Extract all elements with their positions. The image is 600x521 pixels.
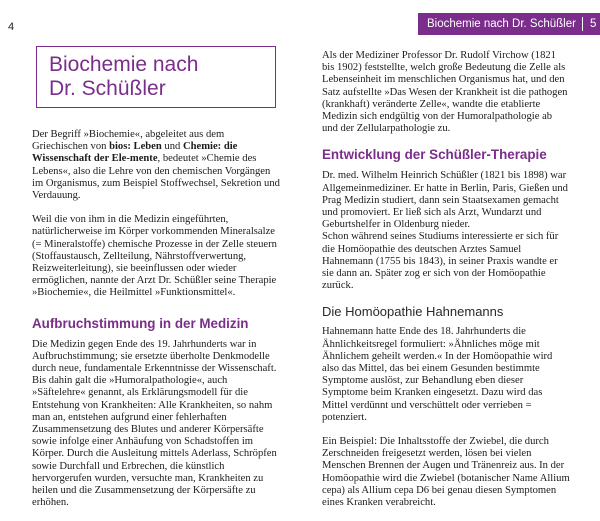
intro-paragraph: Der Begriff »Biochemie«, abgeleitet aus dem Griechischen von bios: Leben und Chemie: die Wissenschaft der Ele-mente, bedeutet »Chemie des Lebens«, also die Lehre von den chemischen Vorgängen im Organismus, zum Beispiel Stoffwechsel, Sekretion und Verdauung.: [32, 129, 280, 202]
mineral-salts-paragraph: Weil die von ihm in die Medizin eingeführten, natürlicherweise im Körper vorkommenden Mineralsalze (= Mineralstoffe) chemische Prozesse in der Zelle steuern (Stoffaustausch, Zellteilung, Nährstoffverwertung, Reizweiterleitung), sie beeinflussen oder wieder ermöglichen, nannte der Arzt Dr. Schüßler seine Therapie »Biochemie«, die Heilmittel »Funktionsmittel«.: [32, 214, 277, 299]
right-page-number: 5: [589, 18, 597, 30]
running-header: [418, 13, 600, 35]
virchow-paragraph: Als der Mediziner Professor Dr. Rudolf Virchow (1821 bis 1902) feststellte, welch große Bedeutung die Zelle als Lebenseinheit im menschlichen Organismus hat, und den Satz aufstellte »Das Wesen der Krankheit ist die pathogen (krankhaft) veränderte Zelle«, wandte die etablierte Medizin sich endgültig von der Humoralpathologie ab und der Zellularpathologie zu.: [322, 50, 568, 135]
aufbruch-paragraph: Die Medizin gegen Ende des 19. Jahrhunderts war in Aufbruchstimmung; sie ersetzte überholte Denkmodelle durch neue, fundamentale Erkenntnisse der Wissenschaft. Bis dahin galt die »Humoralpathologie«, auch »Säftelehre« genannt, als Erklärungsmodell für die Entstehung von Krankheiten: Alle Krankheiten, so nahm man an, entstehen aufgrund einer fehlerhaften Zusammensetzung des Blutes und anderer Körpersäfte sowie infolge einer Anhäufung von Schadstoffen im Körper. Durch die Ausleitung mittels Aderlass, Schröpfen sowie Durchfall und Erbrechen, die künstlich hervorgerufen wurden, versuchte man, Krankheiten zu heilen und die Zusammensetzung der Körpersäfte zu erhöhen.: [32, 338, 277, 509]
homoeopathie-interest-paragraph: Schon während seines Studiums interessierte er sich für die Homöopathie des deutschen Arztes Samuel Hahnemann (1755 bis 1843), in seiner Praxis wandte er sie dann an. Später zog er sich von der Homöopathie zurück.: [322, 231, 559, 292]
zwiebel-example-paragraph: Ein Beispiel: Die Inhaltsstoffe der Zwiebel, die durch Zerschneiden freigesetzt werden, lösen bei vielen Menschen Brennen der Augen und Tränenreiz aus. In der Homöopathie wird die Zwiebel (botanischer Name Allium cepa) als Allium cepa D6 bei genau diesen Symptomen eines Kranken verabreicht.: [322, 436, 570, 509]
schuessler-bio-paragraph: Dr. med. Wilhelm Heinrich Schüßler (1821 bis 1898) war Allgemeinmediziner. Er hatte in Berlin, Paris, Gießen und Prag Medizin studiert, dann sein Staatsexamen gemacht und promoviert. Er ließ sich als Arzt, Wundarzt und Geburtshelfer in Oldenburg nieder.: [322, 170, 568, 231]
left-page-number: 4: [8, 21, 15, 33]
subsection-heading-hahnemann: Die Homöopathie Hahnemanns: [322, 304, 504, 320]
running-header-title: Biochemie nach Dr. Schüßler: [427, 18, 576, 30]
left-column: [32, 46, 282, 521]
chapter-title-line1: Biochemie nach: [49, 53, 199, 76]
bold-term-chemie: Chemie: die Wissenschaft der Ele-mente: [32, 141, 238, 165]
chapter-title-box: [36, 46, 276, 108]
hahnemann-paragraph: Hahnemann hatte Ende des 18. Jahrhunderts die Ähnlichkeitsregel formuliert: »Ähnliches möge mit Ähnlichem geheilt werden.« In der Homöopathie wird also das Mittel, das bei einem Gesunden bestimmte Symptome auslöst, zur Behandlung eben dieser Symptome beim Kranken eingesetzt. Dazu wird das Mittel verdünnt und verschüttelt oder verrieben = potenziert.: [322, 326, 553, 423]
section-heading-entwicklung: Entwicklung der Schüßler-Therapie: [322, 147, 547, 163]
running-header-divider: [582, 17, 583, 31]
right-column: [322, 50, 570, 521]
bold-term-bios: bios: Leben: [109, 141, 162, 153]
chapter-title-line2: Dr. Schüßler: [49, 77, 166, 100]
section-heading-aufbruch: Aufbruchstimmung in der Medizin: [32, 315, 249, 331]
